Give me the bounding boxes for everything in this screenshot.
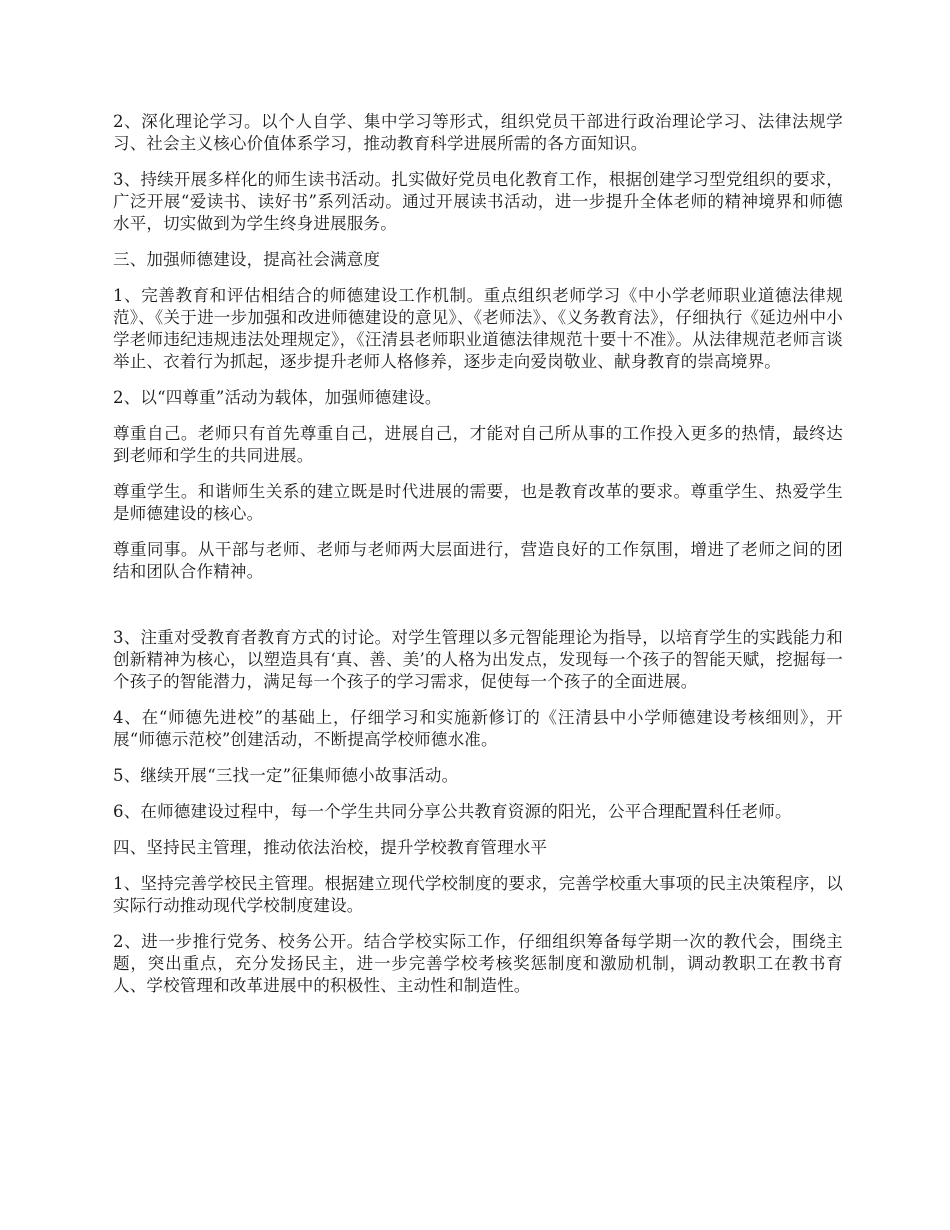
document-body xyxy=(113,111,843,1011)
paragraph-study-theory: 2、深化理论学习。以个人自学、集中学习等形式，组织党员干部进行政治理论学习、法律法规学习、社会主义核心价值体系学习，推动教育科学进展所需的各方面知识。 xyxy=(113,112,843,153)
section-heading-ethics: 三、加强师德建设，提高社会满意度 xyxy=(113,250,381,269)
paragraph-ethics-mechanism: 1、完善教育和评估相结合的师德建设工作机制。重点组织老师学习《中小学老师职业道德法律规范》、《关于进一步加强和改进师德建设的意见》、《老师法》、《义务教育法》，仔细执行《延边州中小学老师违纪违规违法处理规定》，《汪清县老师职业道德法律规范十要十不准》。从法律规范老师言谈举止、衣着行为抓起，逐步提升老师人格修养，逐步走向爱岗敬业、献身教育的崇高境界。 xyxy=(113,286,843,371)
blank-gap xyxy=(113,597,843,627)
paragraph-respect-students: 尊重学生。和谐师生关系的建立既是时代进展的需要，也是教育改革的要求。尊重学生、热爱学生是师德建设的核心。 xyxy=(113,482,843,523)
paragraph-education-methods: 3、注重对受教育者教育方式的讨论。对学生管理以多元智能理论为指导，以培育学生的实践能力和创新精神为核心，以塑造具有‘真、善、美’的人格为出发点，发现每一个孩子的智能天赋，挖掘每一个孩子的智能潜力，满足每一个孩子的学习需求，促使每一个孩子的全面进展。 xyxy=(113,628,843,691)
paragraph-respect-self: 尊重自己。老师只有首先尊重自己，进展自己，才能对自己所从事的工作投入更多的热情，最终达到老师和学生的共同进展。 xyxy=(113,424,843,465)
paragraph-stories-activity: 5、继续开展“三找一定”征集师德小故事活动。 xyxy=(113,766,459,785)
paragraph-democratic-management: 1、坚持完善学校民主管理。根据建立现代学校制度的要求，完善学校重大事项的民主决策程序，以实际行动推动现代学校制度建设。 xyxy=(113,874,843,915)
section-heading-management: 四、坚持民主管理，推动依法治校，提升学校教育管理水平 xyxy=(113,838,548,857)
paragraph-four-respects: 2、以“四尊重”活动为载体，加强师德建设。 xyxy=(113,388,442,407)
paragraph-affairs-disclosure: 2、进一步推行党务、校务公开。结合学校实际工作，仔细组织筹备每学期一次的教代会，围绕主题，突出重点，充分发扬民主，进一步完善学校考核奖惩制度和激励机制，调动教职工在教书育人、学校管理和改革进展中的积极性、主动性和制造性。 xyxy=(113,932,843,995)
paragraph-resource-sharing: 6、在师德建设过程中，每一个学生共同分享公共教育资源的阳光，公平合理配置科任老师。 xyxy=(113,802,792,821)
paragraph-model-school: 4、在“师德先进校”的基础上，仔细学习和实施新修订的《汪清县中小学师德建设考核细则》，开展“师德示范校”创建活动，不断提高学校师德水准。 xyxy=(113,708,843,749)
paragraph-respect-colleagues: 尊重同事。从干部与老师、老师与老师两大层面进行，营造良好的工作氛围，增进了老师之间的团结和团队合作精神。 xyxy=(113,540,843,581)
paragraph-reading-activities: 3、持续开展多样化的师生读书活动。扎实做好党员电化教育工作，根据创建学习型党组织的要求，广泛开展“爱读书、读好书”系列活动。通过开展读书活动，进一步提升全体老师的精神境界和师德水平，切实做到为学生终身进展服务。 xyxy=(113,170,843,233)
